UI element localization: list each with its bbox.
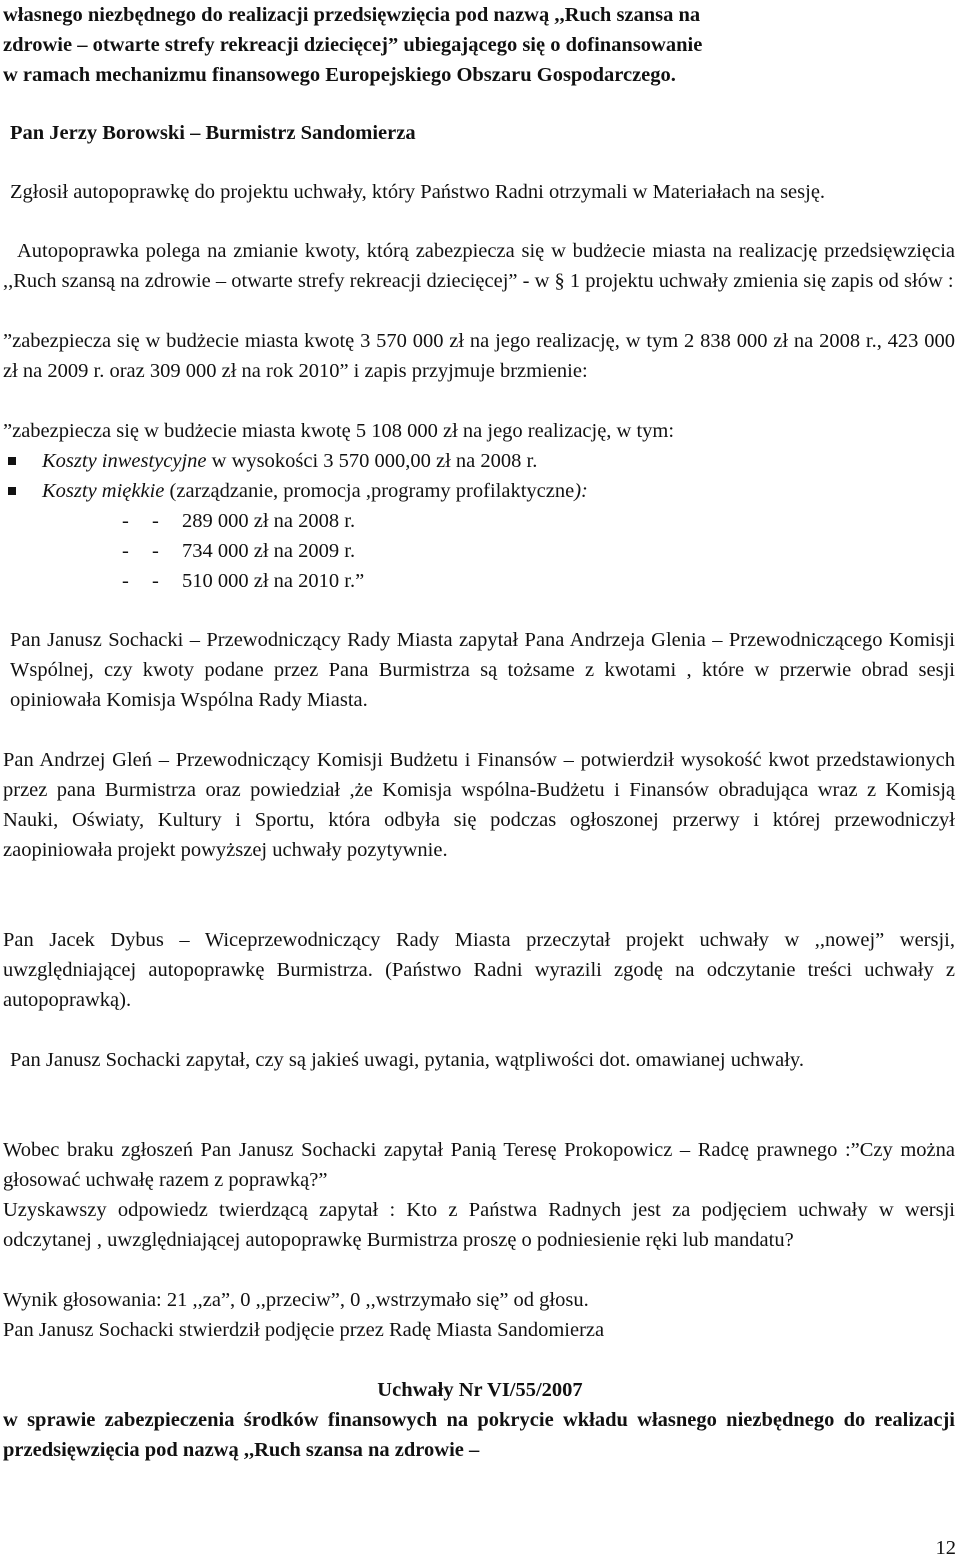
- sub-item: - - 510 000 zł na 2010 r.”: [122, 570, 365, 592]
- new-wording: ”zabezpiecza się w budżecie miasta kwotę 5 108 000 zł na jego realizację, w tym:: [3, 420, 675, 442]
- prokopowicz-question: Wobec braku zgłoszeń Pan Janusz Sochacki zapytał Panią Teresę Prokopowicz – Radcę prawnego :”Czy można głosować uchwałę razem z poprawką?”: [3, 1139, 955, 1191]
- intro-line-1: własnego niezbędnego do realizacji przedsięwzięcia pod nazwą ,,Ruch szansa na: [3, 4, 701, 26]
- glen-answer: Pan Andrzej Gleń – Przewodniczący Komisji Budżetu i Finansów – potwierdził wysokość kwot przedstawionych przez pana Burmistrza oraz powiedział ,że Komisja wspólna-Budżetu i Finansów obradująca wraz z Komisją Nauki, Oświaty, Kultury i Sportu, która odbyła się podczas ogłoszonej przerwy i której przewodniczył zaopiniowała projekt powyższej uchwały pozytywnie.: [3, 749, 955, 861]
- sub-item-text: 734 000 zł na 2009 r.: [182, 540, 356, 562]
- intro-paragraph: [3, 0, 955, 90]
- sub-item: - - 289 000 zł na 2008 r.: [122, 510, 356, 532]
- autopoprawka-intro: Zgłosił autopoprawkę do projektu uchwały, który Państwo Radni otrzymali w Materiałach na sesję.: [10, 181, 826, 203]
- sochacki-question: Pan Janusz Sochacki – Przewodniczący Rady Miasta zapytał Pana Andrzeja Glenia – Przewodniczącego Komisji Wspólnej, czy kwoty podane przez Pana Burmistrza są tożsame z kwotami , które w przerwie obrad sesji opiniowała Komisja Wspólna Rady Miasta.: [10, 629, 955, 711]
- sub-item-text: 289 000 zł na 2008 r.: [182, 510, 356, 532]
- autopoprawka-text: Autopoprawka polega na zmianie kwoty, którą zabezpiecza się w budżecie miasta na realizację przedsięwzięcia ,,Ruch szansą na zdrowie – otwarte strefy rekreacji dziecięcej” - w § 1 projektu uchwały zmienia się zapis od słów :: [3, 240, 955, 292]
- resolution-title: Uchwały Nr VI/55/2007: [377, 1379, 583, 1401]
- resolution-subject: w sprawie zabezpieczenia środków finansowych na pokrycie wkładu własnego niezbędnego do realizacji przedsięwzięcia pod nazwą ,,Ruch szansa na zdrowie –: [3, 1409, 955, 1461]
- intro-line-3: w ramach mechanizmu finansowego Europejskiego Obszaru Gospodarczego.: [3, 64, 676, 86]
- vote-call: Uzyskawszy odpowiedz twierdzącą zapytał : Kto z Państwa Radnych jest za podjęciem uchwały w wersji odczytanej , uwzględniającej autopoprawkę Burmistrza proszę o podniesienie ręki lub mandatu?: [3, 1199, 955, 1251]
- old-wording: ”zabezpiecza się w budżecie miasta kwotę 3 570 000 zł na jego realizację, w tym 2 838 000 zł na 2008 r., 423 000 zł na 2009 r. oraz 309 000 zł na rok 2010” i zapis przyjmuje brzmienie:: [3, 330, 955, 382]
- bullet-label: Koszty miękkie: [42, 480, 165, 502]
- sochacki-questions: Pan Janusz Sochacki zapytał, czy są jakieś uwagi, pytania, wątpliwości dot. omawianej uchwały.: [10, 1049, 804, 1071]
- intro-line-2: zdrowie – otwarte strefy rekreacji dziecięcej” ubiegającego się o dofinansowanie: [3, 34, 703, 56]
- bullet-item-2: [3, 476, 955, 506]
- square-bullet-icon: [8, 457, 16, 465]
- square-bullet-icon: [8, 487, 16, 495]
- page-number: 12: [935, 1537, 956, 1559]
- vote-result: Wynik głosowania: 21 ,,za”, 0 ,,przeciw”, 0 ,,wstrzymało się” od głosu.: [3, 1289, 589, 1311]
- bullet-text: (zarządzanie, promocja ,programy profilaktyczne: [164, 480, 575, 502]
- dybus-reading: Pan Jacek Dybus – Wiceprzewodniczący Rady Miasta przeczytał projekt uchwały w ,,nowej” wersji, uwzględniającej autopoprawkę Burmistrza. (Państwo Radni wyrazili zgodę na odczytanie treści uchwały z autopoprawką).: [3, 929, 955, 1011]
- bullet-item-1: [3, 446, 955, 476]
- bullet-label: Koszty inwestycyjne: [42, 450, 207, 472]
- bullet-text: w wysokości 3 570 000,00 zł na 2008 r.: [206, 450, 538, 472]
- adoption-statement: Pan Janusz Sochacki stwierdził podjęcie przez Radę Miasta Sandomierza: [3, 1319, 605, 1341]
- sub-item-text: 510 000 zł na 2010 r.”: [182, 570, 365, 592]
- speaker-burmistrz: Pan Jerzy Borowski – Burmistrz Sandomierza: [10, 122, 416, 144]
- bullet-tail: ):: [574, 480, 588, 502]
- sub-item: - - 734 000 zł na 2009 r.: [122, 540, 356, 562]
